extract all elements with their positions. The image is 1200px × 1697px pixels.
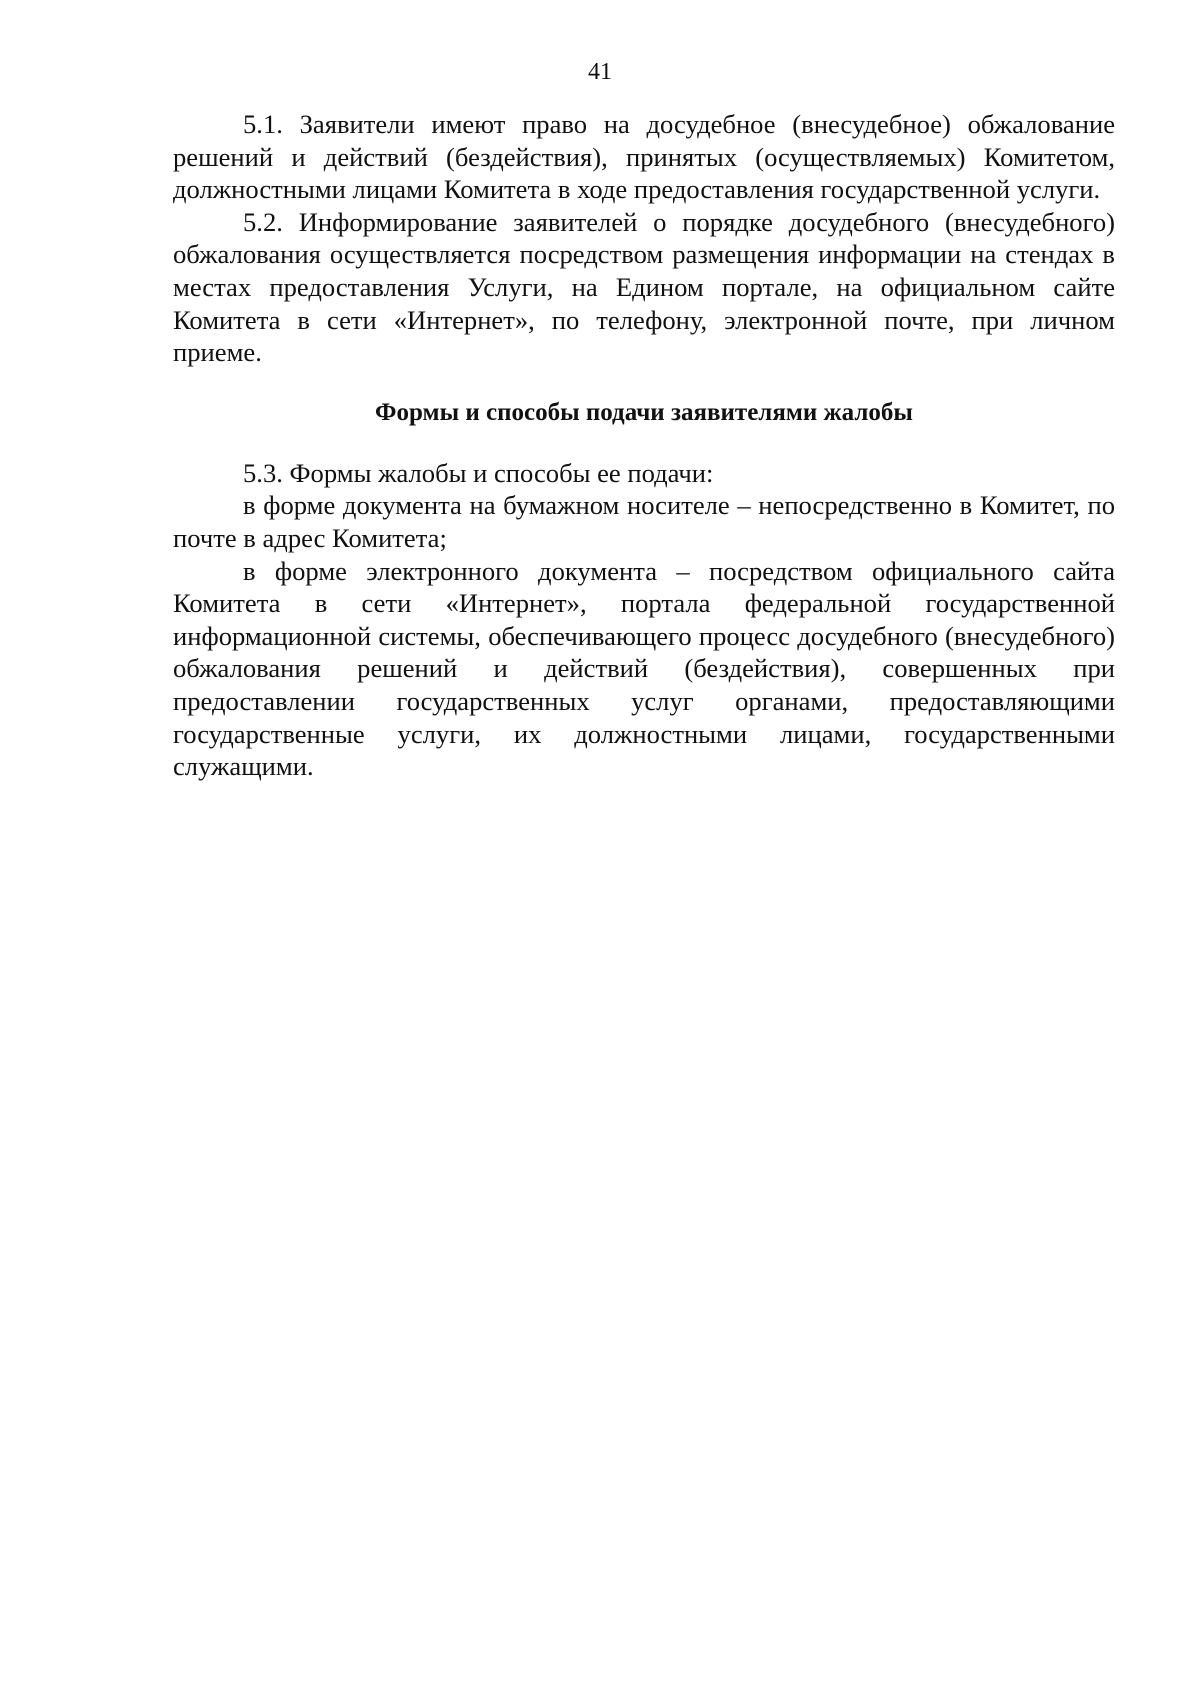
paragraph-electronic-form: в форме электронного документа – посредством официального сайта Комитета в сети «Интернет», портала федеральной государственной информационной системы, обеспечивающего процесс досудебного (внесудебного) обжалования решений и действий (бездействия), совершенных при предоставлении государственных услуг органами, предоставляющими государственные услуги, их должностными лицами, государственными служащими. — [173, 555, 1115, 782]
document-body — [173, 108, 1115, 783]
paragraph-5-2: 5.2. Информирование заявителей о порядке досудебного (внесудебного) обжалования осуществляется посредством размещения информации на стендах в местах предоставления Услуги, на Едином портале, на официальном сайте Комитета в сети «Интернет», по телефону, электронной почте, при личном приеме. — [173, 206, 1115, 368]
paragraph-5-3: 5.3. Формы жалобы и способы ее подачи: — [243, 457, 714, 488]
paragraph-paper-form: в форме документа на бумажном носителе – непосредственно в Комитет, по почте в адрес Комитета; — [173, 490, 1115, 553]
page-number: 41 — [588, 59, 612, 85]
section-heading: Формы и способы подачи заявителями жалобы — [375, 398, 913, 426]
paragraph-5-1: 5.1. Заявители имеют право на досудебное (внесудебное) обжалование решений и действий (бездействия), принятых (осуществляемых) Комитетом, должностными лицами Комитета в ходе предоставления государственной услуги. — [173, 109, 1115, 205]
